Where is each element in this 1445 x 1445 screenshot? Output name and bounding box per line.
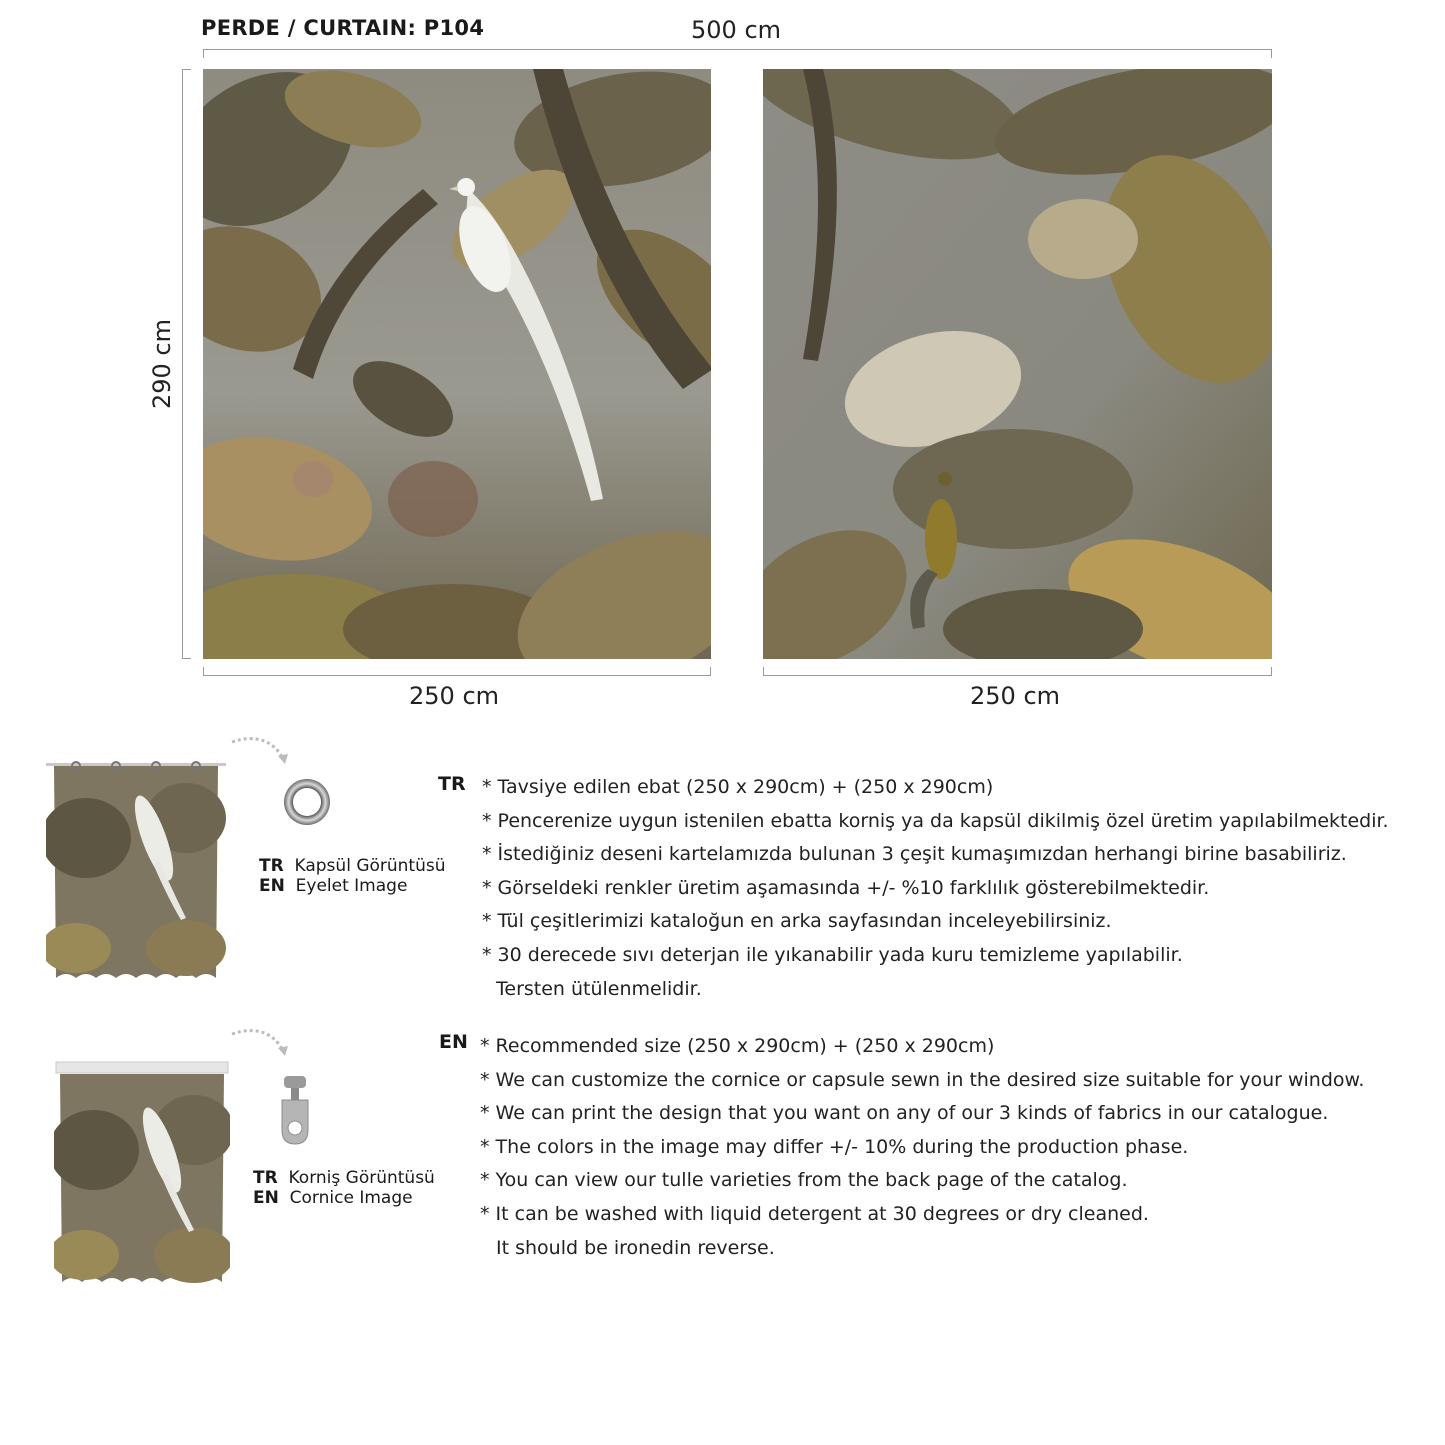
right-width-label: 250 cm — [970, 682, 1061, 710]
total-width-tick-right — [1271, 49, 1272, 58]
eyelet-curtain-thumbnail — [46, 758, 226, 983]
height-line — [182, 69, 183, 659]
cornice-en-code: EN — [253, 1188, 279, 1208]
cornice-tr-code: TR — [253, 1168, 278, 1188]
cornice-en-label: Cornice Image — [289, 1188, 413, 1208]
total-width-tick-left — [203, 49, 204, 58]
total-width-line — [203, 49, 1272, 50]
tr-note-line: * 30 derecede sıvı deterjan ile yıkanabilir yada kuru temizleme yapılabilir. — [482, 943, 1183, 966]
en-note-line: * The colors in the image may differ +/- 10% during the production phase. — [480, 1135, 1189, 1158]
en-note-line: * We can print the design that you want on any of our 3 kinds of fabrics in our catalogue. — [480, 1102, 1329, 1125]
height-label: 290 cm — [148, 319, 176, 410]
cornice-curtain-thumbnail — [54, 1060, 230, 1288]
en-note-line: * You can view our tulle varieties from the back page of the catalog. — [480, 1169, 1128, 1192]
curved-arrow-icon — [228, 732, 290, 768]
height-tick-top — [182, 69, 191, 70]
curtain-panel-left — [203, 69, 711, 659]
en-notes-list — [480, 1030, 1364, 1265]
total-width-label: 500 cm — [691, 16, 782, 44]
eyelet-tr-label: Kapsül Görüntüsü — [294, 856, 446, 876]
page-title: PERDE / CURTAIN: P104 — [201, 16, 485, 40]
eyelet-en-label: Eyelet Image — [295, 876, 408, 896]
cornice-glider-icon — [278, 1074, 312, 1146]
tr-note-line: * İstediğiniz deseni kartelamızda bulunan 3 çeşit kumaşımızdan herhangi birine basabiliriz. — [482, 843, 1347, 866]
left-width-line — [203, 675, 711, 676]
en-note-line: It should be ironedin reverse. — [496, 1236, 775, 1259]
right-width-line — [763, 675, 1272, 676]
tr-note-line: * Tül çeşitlerimizi kataloğun en arka sayfasından inceleyebilirsiniz. — [482, 910, 1112, 933]
en-note-line: * It can be washed with liquid detergent at 30 degrees or dry cleaned. — [480, 1202, 1149, 1225]
tr-note-line: * Pencerenize uygun istenilen ebatta korniş ya da kapsül dikilmiş özel üretim yapılabilmektedir. — [482, 809, 1389, 832]
left-width-tick-left — [203, 667, 204, 676]
cornice-tr-label: Korniş Görüntüsü — [288, 1168, 435, 1188]
eyelet-tr-code: TR — [259, 856, 284, 876]
tr-note-line: Tersten ütülenmelidir. — [496, 977, 702, 1000]
right-width-tick-right — [1271, 667, 1272, 676]
tr-notes-list — [482, 771, 1389, 1006]
right-width-tick-left — [763, 667, 764, 676]
curved-arrow-icon — [228, 1024, 290, 1060]
eyelet-en-code: EN — [259, 876, 285, 896]
tr-note-line: * Tavsiye edilen ebat (250 x 290cm) + (250 x 290cm) — [482, 776, 994, 798]
tr-note-line: * Görseldeki renkler üretim aşamasında +/- %10 farklılık gösterebilmektedir. — [482, 876, 1210, 899]
curtain-panel-right — [763, 69, 1272, 659]
left-width-label: 250 cm — [409, 682, 500, 710]
tr-notes-code: TR — [438, 773, 466, 795]
en-notes-code: EN — [439, 1031, 468, 1053]
eyelet-ring-icon — [282, 777, 332, 827]
en-note-line: * Recommended size (250 x 290cm) + (250 x 290cm) — [480, 1035, 995, 1057]
height-tick-bottom — [182, 658, 191, 659]
en-note-line: * We can customize the cornice or capsule sewn in the desired size suitable for your window. — [480, 1068, 1365, 1091]
left-width-tick-right — [710, 667, 711, 676]
cornice-caption — [253, 1168, 435, 1208]
eyelet-caption — [259, 856, 446, 896]
